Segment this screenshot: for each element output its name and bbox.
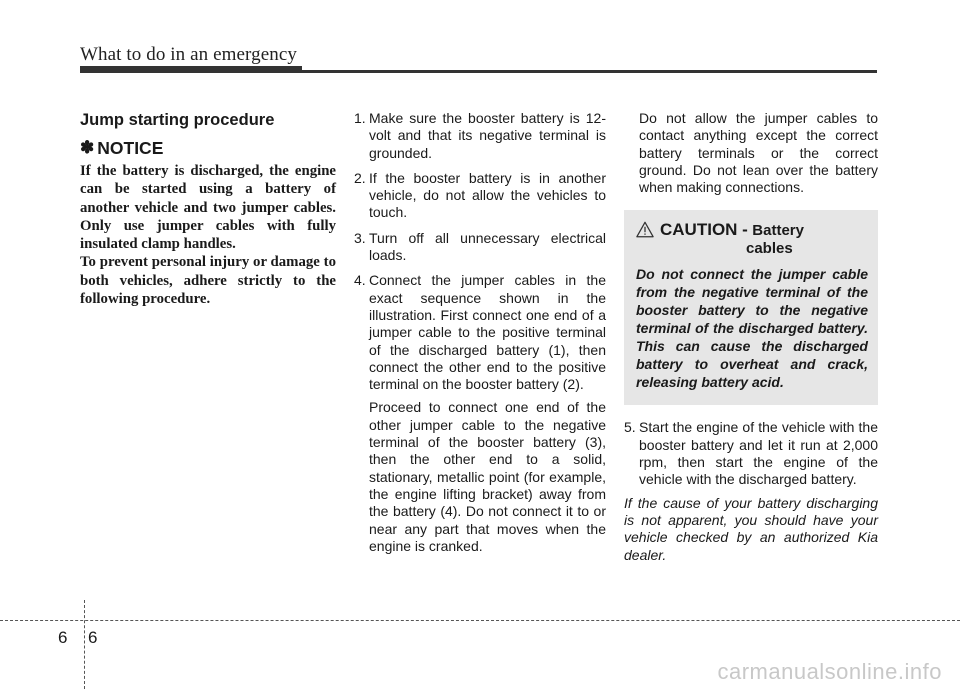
step-text: If the booster battery is in another vehicle, do not allow the vehicles to touch. [369, 169, 606, 221]
step-item [354, 272, 606, 555]
step-item [354, 110, 606, 162]
caution-header [636, 220, 868, 240]
step-number: 2. [354, 169, 366, 186]
step-item [624, 419, 878, 488]
caution-box [624, 210, 878, 405]
step-text: Make sure the booster battery is 12-volt and that its negative terminal is grounded. [369, 110, 606, 161]
footer-divider [84, 600, 85, 689]
page-number: 6 [88, 628, 98, 647]
caution-body: Do not connect the jumper cable from the negative terminal of the booster battery to the negative terminal of the discharged battery. This can cause the discharged battery to overheat and crack, releasing battery acid. [636, 266, 868, 391]
right-column [624, 110, 878, 564]
step-continuation: Proceed to connect one end of the other jumper cable to the negative terminal of the booster battery (3), then the other end to a solid, stationary, metallic point (for example, the engine lifting bracket) away from the battery (4). Do not connect it to or near any part that moves when the engine is cranked. [369, 399, 606, 554]
step-number: 4. [354, 272, 366, 289]
step-text: Start the engine of the vehicle with the booster battery and let it run at 2,000 rpm, then start the engine of the vehicle with the discharged battery. [639, 419, 878, 488]
notice-paragraph: To prevent personal injury or damage to both vehicles, adhere strictly to the following procedure. [80, 254, 336, 308]
notice-body [80, 162, 336, 308]
middle-column [354, 110, 606, 563]
notice-title: NOTICE [97, 138, 164, 158]
step-item [354, 230, 606, 265]
header-rule [80, 70, 877, 73]
watermark: carmanualsonline.info [717, 659, 942, 684]
step-item [354, 170, 606, 222]
step-number: 1. [354, 110, 366, 126]
notice-paragraph: If the battery is discharged, the engine can be started using a battery of another vehicle and two jumper cables. Only use jumper cables with fully insulated clamp handles. [80, 163, 336, 253]
left-column [80, 110, 336, 308]
step-continuation: Do not allow the jumper cables to contact anything except the correct battery terminals or the correct ground. Do not lean over the battery when making connections. [639, 110, 878, 196]
step-text: Turn off all unnecessary electrical loads. [369, 229, 606, 264]
caution-subject-line2: cables [746, 240, 793, 258]
chapter-number: 6 [58, 628, 68, 647]
steps-list [354, 110, 606, 555]
note-paragraph: If the cause of your battery discharging is not apparent, you should have your vehicle checked by an authorized Kia dealer. [624, 494, 878, 563]
step-number: 5. [624, 419, 636, 436]
step-number: 3. [354, 229, 366, 246]
caution-label: CAUTION - [660, 220, 748, 240]
step-text: Connect the jumper cables in the exact sequence shown in the illustration. First connect one end of a jumper cable to the positive terminal of the discharged battery (1), then connect the other end to the positive terminal on the booster battery (2). [369, 272, 606, 393]
notice-star-icon: ✽ [80, 138, 95, 157]
footer-rule [0, 620, 960, 621]
notice-heading [80, 137, 336, 159]
page-header-title: What to do in an emergency [80, 44, 297, 65]
section-title: Jump starting procedure [80, 111, 275, 129]
caution-subject: Battery [752, 222, 804, 240]
warning-triangle-icon [636, 221, 654, 238]
